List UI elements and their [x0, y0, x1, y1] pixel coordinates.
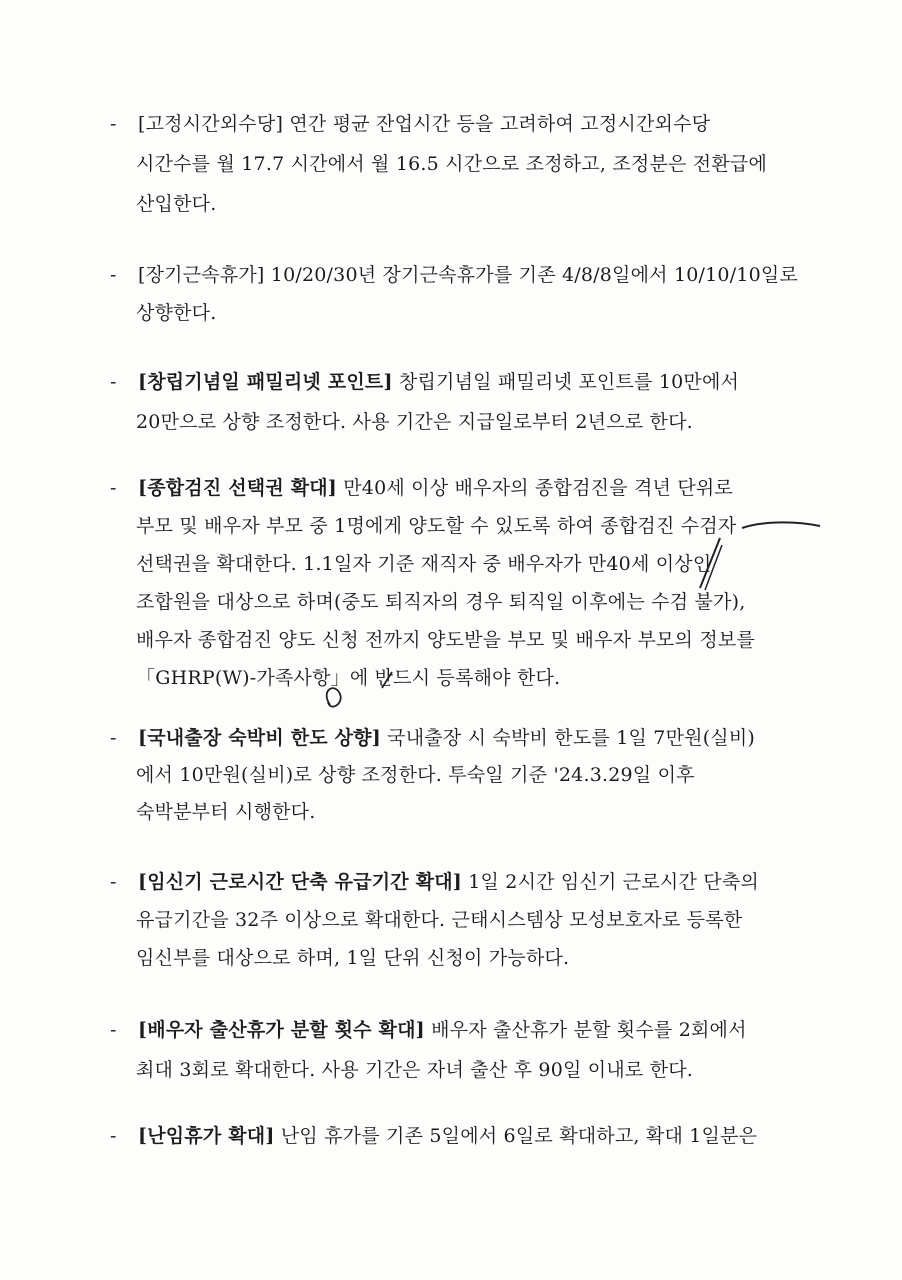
bullet-dash: - [110, 113, 117, 135]
clause-text: 10/20/30년 장기근속휴가를 기존 4/8/8일에서 10/10/10일로 [264, 264, 799, 286]
bullet-dash: - [110, 477, 117, 499]
clause-first-line [138, 862, 759, 902]
clause-text: 배우자 종합검진 양도 신청 전까지 양도받을 부모 및 배우자 부모의 정보를 [136, 629, 756, 651]
clause-text: 숙박분부터 시행한다. [136, 801, 316, 823]
clause-text: 부모 및 배우자 부모 중 1명에게 양도할 수 있도록 하여 종합검진 수검자 [136, 515, 737, 537]
bullet-dash: - [110, 264, 117, 286]
clause-title: [고정시간외수당] [138, 113, 284, 135]
clause-first-line [138, 468, 733, 508]
clause-title: [난임휴가 확대] [138, 1125, 275, 1147]
clause-text: 창립기념일 패밀리넷 포인트를 10만에서 [392, 371, 740, 393]
bullet-dash: - [110, 1125, 117, 1147]
clause-text: 만40세 이상 배우자의 종합검진을 격년 단위로 [337, 477, 733, 499]
clause-text: 상향한다. [136, 302, 217, 324]
clause-text: 「GHRP(W)-가족사항」에 반드시 등록해야 한다. [136, 667, 561, 689]
clause-text: 배우자 출산휴가 분할 횟수를 2회에서 [424, 1019, 747, 1041]
clause-text: 난임 휴가를 기존 5일에서 6일로 확대하고, 확대 1일분은 [274, 1125, 758, 1147]
clause-text: 선택권을 확대한다. 1.1일자 기준 재직자 중 배우자가 만40세 이상인 [136, 553, 712, 575]
clause-first-line [138, 1116, 757, 1156]
clause-first-line [138, 1010, 747, 1050]
clause-title: [임신기 근로시간 단축 유급기간 확대] [138, 871, 462, 893]
clause-title: [장기근속휴가] [138, 264, 265, 286]
clause-title: [창립기념일 패밀리넷 포인트] [138, 371, 393, 393]
bullet-dash: - [110, 871, 117, 893]
clause-first-line [138, 255, 798, 295]
clause-text: 유급기간을 32주 이상으로 확대한다. 근태시스템상 모성보호자로 등록한 [136, 909, 743, 931]
clause-text: 20만으로 상향 조정한다. 사용 기간은 지급일로부터 2년으로 한다. [136, 411, 693, 433]
clause-text: 산입한다. [136, 193, 217, 215]
clause-title: [배우자 출산휴가 분할 횟수 확대] [138, 1019, 425, 1041]
clause-text: 1일 2시간 임신기 근로시간 단축의 [461, 871, 759, 893]
clause-title: [국내출장 숙박비 한도 상향] [138, 727, 381, 749]
clause-text: 조합원을 대상으로 하며(중도 퇴직자의 경우 퇴직일 이후에는 수검 불가), [136, 591, 746, 613]
pen-strike-mark [742, 522, 820, 528]
bullet-dash: - [110, 727, 117, 749]
bullet-dash: - [110, 371, 117, 393]
clause-text: 국내출장 시 숙박비 한도를 1일 7만원(실비) [380, 727, 756, 749]
clause-text: 임신부를 대상으로 하며, 1일 단위 신청이 가능하다. [136, 947, 570, 969]
clause-first-line [138, 104, 710, 144]
clause-title: [종합검진 선택권 확대] [138, 477, 337, 499]
bullet-dash: - [110, 1019, 117, 1041]
clause-text: 시간수를 월 17.7 시간에서 월 16.5 시간으로 조정하고, 조정분은 전환급에 [136, 153, 768, 175]
clause-first-line [138, 718, 755, 758]
clause-text: 최대 3회로 확대한다. 사용 기간은 자녀 출산 후 90일 이내로 한다. [136, 1059, 694, 1081]
clause-first-line [138, 362, 739, 402]
clause-text: 에서 10만원(실비)로 상향 조정한다. 투숙일 기준 '24.3.29일 이후 [136, 764, 695, 786]
clause-text: 연간 평균 잔업시간 등을 고려하여 고정시간외수당 [283, 113, 711, 135]
